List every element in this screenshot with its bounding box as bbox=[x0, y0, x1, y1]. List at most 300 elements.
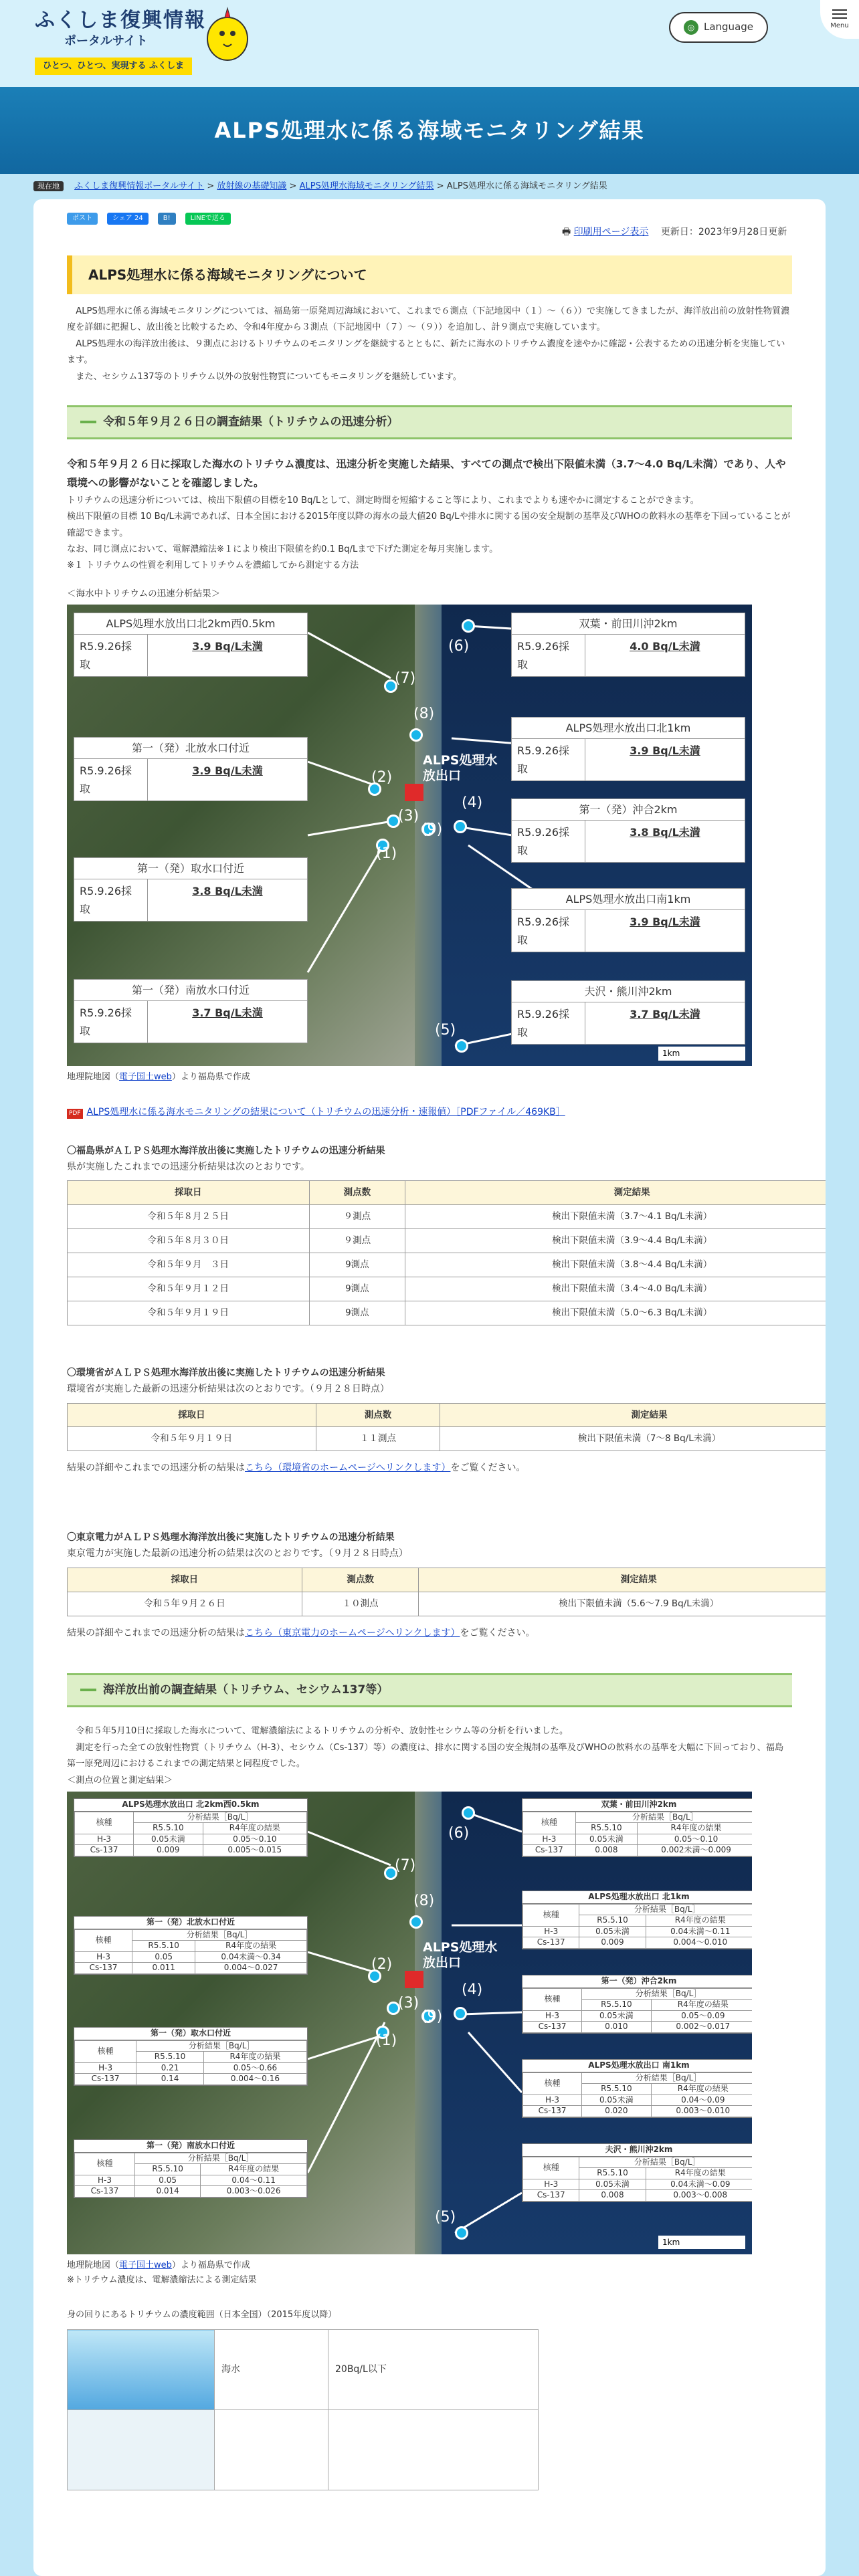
language-button[interactable] bbox=[669, 12, 768, 43]
cell: 令和５年８月３０日 bbox=[68, 1229, 310, 1253]
station-number: (7) bbox=[395, 1857, 416, 1874]
cell: 0.05 bbox=[132, 1951, 195, 1963]
col-header: R4年度の結果 bbox=[651, 2000, 752, 2011]
station-name: 第一（発）取水口付近 bbox=[74, 2028, 307, 2040]
page-title: ALPS処理水に係る海域モニタリング結果 bbox=[214, 117, 645, 143]
note-text: をご覧ください。 bbox=[450, 1463, 526, 1474]
col-header: R5.5.10 bbox=[575, 1823, 637, 1834]
tritium-value: 4.0 Bq/L未満 bbox=[630, 640, 700, 653]
rapid-analysis-heading: 令和５年９月２６日の調査結果（トリチウムの迅速分析） bbox=[67, 405, 792, 439]
station-name: ALPS処理水放出口 北1km bbox=[522, 1891, 752, 1904]
cell: 0.009 bbox=[579, 1937, 646, 1949]
map-source-link[interactable]: 電子国土web bbox=[119, 1071, 172, 1082]
note-text: 結果の詳細やこれまでの迅速分析の結果は bbox=[67, 1463, 245, 1474]
concentration-range-table bbox=[67, 2329, 539, 2490]
cell: 0.003～0.008 bbox=[646, 2190, 752, 2202]
sample-date: R5.9.26採取 bbox=[512, 1002, 585, 1044]
cell: ９測点 bbox=[309, 1229, 405, 1253]
col-header: 測定結果 bbox=[440, 1403, 826, 1427]
station-analysis-box bbox=[74, 1916, 308, 1975]
col-header: 測点数 bbox=[316, 1403, 440, 1427]
map-source bbox=[67, 1070, 792, 1085]
cell: 9測点 bbox=[309, 1253, 405, 1277]
table-row bbox=[68, 1205, 826, 1229]
station-analysis-box bbox=[522, 1975, 752, 2034]
station-number: (4) bbox=[462, 794, 483, 811]
cell: 0.014 bbox=[135, 2186, 201, 2197]
pre-release-map bbox=[67, 1792, 752, 2254]
table-row bbox=[68, 1277, 826, 1301]
col-header: 核種 bbox=[523, 2072, 582, 2095]
x-share-button[interactable]: ポスト bbox=[67, 213, 98, 225]
col-header: 核種 bbox=[75, 2040, 136, 2062]
tritium-value: 3.9 Bq/L未満 bbox=[192, 764, 263, 778]
cell: 0.002未満～0.009 bbox=[638, 1845, 752, 1856]
table-header-row bbox=[68, 1403, 826, 1427]
tritium-value: 3.7 Bq/L未満 bbox=[630, 1008, 700, 1021]
cell: 検出下限値未満（3.9～4.4 Bq/L未満） bbox=[405, 1229, 826, 1253]
col-header: R4年度の結果 bbox=[201, 2164, 307, 2175]
moe-results-table bbox=[67, 1403, 826, 1452]
station-name: 第一（発）南放水口付近 bbox=[74, 980, 307, 1001]
table-row bbox=[523, 2190, 753, 2202]
col-header: 分析結果［Bq/L］ bbox=[136, 2040, 307, 2052]
table-row bbox=[68, 2330, 539, 2410]
cell: 0.04未満～0.09 bbox=[646, 2179, 752, 2190]
col-header: 核種 bbox=[523, 1812, 576, 1834]
cell: H-3 bbox=[75, 2175, 135, 2186]
cell: 0.05未満 bbox=[582, 2010, 651, 2022]
cell: 0.05未満 bbox=[575, 1834, 637, 1845]
cell: Cs-137 bbox=[523, 2022, 582, 2033]
main-content bbox=[33, 199, 826, 2576]
cell: Cs-137 bbox=[75, 1845, 134, 1856]
cell: 0.003～0.026 bbox=[201, 2186, 307, 2197]
col-header: 核種 bbox=[75, 2153, 135, 2175]
station-result-box bbox=[74, 979, 308, 1044]
table-row bbox=[68, 1592, 826, 1616]
station-dot[interactable] bbox=[409, 728, 423, 742]
cell: H-3 bbox=[523, 2010, 582, 2022]
station-number: (6) bbox=[448, 1825, 470, 1842]
col-header: 核種 bbox=[523, 2157, 579, 2179]
col-header: 核種 bbox=[75, 1929, 132, 1951]
cell: H-3 bbox=[523, 1834, 576, 1845]
outlet-label: ALPS処理水 放出口 bbox=[423, 752, 498, 783]
table-row bbox=[523, 2179, 753, 2190]
table-row bbox=[75, 2186, 307, 2197]
cell: 0.010 bbox=[582, 2022, 651, 2033]
table-header-row bbox=[75, 2040, 307, 2052]
station-result-box bbox=[511, 798, 745, 863]
cell: 0.04未満～0.11 bbox=[646, 1926, 752, 1937]
station-number: (8) bbox=[413, 705, 435, 722]
sample-date: R5.9.26採取 bbox=[74, 879, 148, 921]
menu-button[interactable] bbox=[820, 0, 859, 39]
table-row bbox=[523, 1937, 753, 1949]
hamburger-bar bbox=[832, 17, 847, 19]
station-number: (8) bbox=[413, 1893, 435, 1910]
tritium-value: 3.9 Bq/L未満 bbox=[192, 640, 263, 653]
mascot-icon bbox=[201, 5, 254, 66]
station-name: 第一（発）北放水口付近 bbox=[74, 738, 307, 759]
table-header-row bbox=[523, 2072, 753, 2084]
breadcrumb-link-results[interactable]: ALPS処理水海域モニタリング結果 bbox=[299, 181, 434, 191]
outlet-label: ALPS処理水 放出口 bbox=[423, 1940, 498, 1970]
map-source-text: ）より福島県で作成 bbox=[171, 1071, 250, 1082]
cell: H-3 bbox=[523, 2179, 579, 2190]
note-paragraph: ※１ トリチウムの性質を利用してトリチウムを濃縮してから測定する方法 bbox=[67, 560, 359, 571]
station-analysis-box bbox=[522, 1891, 752, 1949]
col-header: 測点数 bbox=[309, 1181, 405, 1205]
note-paragraph: 検出下限値の目標 10 Bq/L未満であれば、日本全国における2015年度以降の海水の最大値20 Bq/Lや排水に関する国の安全規制の基準及びWHOの飲料水の基準を下回っていることが確認できます。 bbox=[67, 512, 791, 538]
table-row bbox=[68, 1229, 826, 1253]
table-row bbox=[68, 1253, 826, 1277]
col-header: 分析結果［Bq/L］ bbox=[579, 2157, 752, 2168]
analysis-table bbox=[522, 2157, 752, 2202]
table-row bbox=[75, 2062, 307, 2074]
analysis-table bbox=[74, 1929, 307, 1974]
station-number: (6) bbox=[448, 637, 470, 655]
site-logo[interactable] bbox=[35, 9, 206, 75]
pdf-download bbox=[67, 1105, 792, 1121]
moe-link[interactable]: こちら（環境省のホームページへリンクします） bbox=[245, 1463, 451, 1474]
station-dot[interactable] bbox=[454, 2007, 467, 2020]
table-header-row bbox=[523, 1812, 753, 1823]
analysis-table bbox=[522, 1812, 752, 1856]
table-header-row bbox=[75, 2153, 307, 2164]
sample-date: R5.9.26採取 bbox=[74, 1001, 148, 1043]
station-dot[interactable] bbox=[455, 2226, 468, 2240]
map-scale: 1km bbox=[658, 1047, 745, 1060]
cell: 9測点 bbox=[309, 1301, 405, 1325]
station-result-box bbox=[74, 613, 308, 677]
col-header: 採取日 bbox=[68, 1568, 302, 1592]
table-header-row bbox=[68, 1568, 826, 1592]
col-header: R4年度の結果 bbox=[195, 1941, 307, 1952]
tepco-results-table bbox=[67, 1568, 826, 1616]
tritium-value: 3.8 Bq/L未満 bbox=[192, 885, 263, 898]
cell: H-3 bbox=[75, 1834, 134, 1845]
station-result-box bbox=[74, 737, 308, 802]
tritium-map bbox=[67, 605, 752, 1066]
analysis-table bbox=[522, 2072, 752, 2117]
cloud-image bbox=[68, 2410, 215, 2490]
analysis-table bbox=[74, 2040, 307, 2085]
moe-results-sub: 環境省が実施した最新の迅速分析結果は次のとおりです。（９月２８日時点） bbox=[67, 1383, 389, 1394]
cell: 9測点 bbox=[309, 1277, 405, 1301]
cell: 0.05未満 bbox=[579, 2179, 646, 2190]
site-tagline: ひとつ、ひとつ、実現する ふくしま bbox=[35, 58, 192, 75]
line-share-button[interactable]: LINEで送る bbox=[185, 213, 231, 225]
cell: Cs-137 bbox=[523, 2190, 579, 2202]
map-source bbox=[67, 2258, 792, 2273]
col-header: 測定結果 bbox=[405, 1181, 826, 1205]
station-name: 夫沢・熊川沖2km bbox=[522, 2144, 752, 2157]
station-result-box bbox=[74, 857, 308, 922]
menu-label: Menu bbox=[830, 21, 849, 29]
cell: 0.04未満～0.34 bbox=[195, 1951, 307, 1963]
breadcrumb-link-home[interactable]: ふくしま復興情報ポータルサイト bbox=[74, 181, 205, 191]
station-name: ALPS処理水放出口北2km西0.5km bbox=[74, 613, 307, 635]
station-name: 夫沢・熊川沖2km bbox=[512, 981, 745, 1002]
cell: １０測点 bbox=[302, 1592, 419, 1616]
analysis-table bbox=[74, 1812, 307, 1856]
hamburger-bar bbox=[832, 13, 847, 15]
table-row bbox=[75, 2074, 307, 2085]
language-label: Language bbox=[703, 21, 754, 33]
cell: 0.14 bbox=[136, 2074, 204, 2085]
cell: 令和５年９月１９日 bbox=[68, 1427, 316, 1451]
outlet-marker bbox=[405, 1971, 423, 1988]
cell: 検出下限値未満（5.0～6.3 Bq/L未満） bbox=[405, 1301, 826, 1325]
facebook-share-button[interactable]: シェア 24 bbox=[107, 213, 149, 225]
col-header: 分析結果［Bq/L］ bbox=[579, 1904, 752, 1915]
station-name: 双葉・前田川沖2km bbox=[512, 613, 745, 635]
table-row bbox=[523, 2095, 753, 2106]
cell: 0.05～0.10 bbox=[638, 1834, 752, 1845]
tepco-link[interactable]: こちら（東京電力のホームページへリンクします） bbox=[245, 1627, 460, 1638]
intro-paragraph: ALPS処理水に係る海域モニタリングについては、福島第一原発周辺海域において、これまで６測点（下記地図中（１）～（６））で実施してきましたが、海洋放出前の放射性物質濃度を詳細に把握し、放出後と比較するため、令和4年度から３測点（下記地図中（７）～（９））を追加し、計９測点で実施しています。 bbox=[67, 306, 790, 333]
analysis-table bbox=[74, 2153, 307, 2197]
tepco-note bbox=[67, 1626, 792, 1642]
table-row bbox=[75, 1951, 307, 1963]
table-row bbox=[75, 1963, 307, 1974]
table-header-row bbox=[523, 1988, 753, 2000]
hatena-bookmark-button[interactable]: B! bbox=[158, 213, 176, 225]
table-row bbox=[523, 2010, 753, 2022]
tepco-results-heading: 〇東京電力がＡＬＰＳ処理水海洋放出後に実施したトリチウムの迅速分析結果 bbox=[67, 1532, 395, 1543]
sample-date: R5.9.26採取 bbox=[74, 635, 148, 676]
cell: H-3 bbox=[523, 1926, 579, 1937]
cell: 0.004～0.16 bbox=[203, 2074, 306, 2085]
col-header: R5.5.10 bbox=[134, 1823, 203, 1834]
sample-date: R5.9.26採取 bbox=[512, 821, 585, 862]
col-header: 採取日 bbox=[68, 1403, 316, 1427]
cell: 検出下限値未満（3.7～4.1 Bq/L未満） bbox=[405, 1205, 826, 1229]
note-paragraph: トリチウムの迅速分析については、検出下限値の目標を10 Bq/Lとして、測定時間を短縮すること等により、これまでよりも速やかに測定することができます。 bbox=[67, 495, 699, 506]
station-name: 第一（発）沖合2km bbox=[522, 1975, 752, 1988]
station-result-box bbox=[511, 717, 745, 782]
site-header bbox=[0, 0, 859, 87]
table-row bbox=[75, 1845, 307, 1856]
station-number: (5) bbox=[435, 1021, 456, 1039]
cell: Cs-137 bbox=[523, 2106, 582, 2117]
col-header: R5.5.10 bbox=[579, 1915, 646, 1927]
cell: 0.020 bbox=[582, 2106, 651, 2117]
cell: 0.05未満 bbox=[134, 1834, 203, 1845]
station-number: (3) bbox=[398, 807, 419, 825]
breadcrumb: 現在地 ふくしま復興情報ポータルサイト > 放射線の基礎知識 > ALPS処理水海域モニタリング結果 > ALPS処理水に係る海域モニタリング結果 bbox=[33, 179, 826, 194]
analysis-table bbox=[522, 1988, 752, 2033]
col-header: R4年度の結果 bbox=[646, 1915, 752, 1927]
cell: 0.005～0.015 bbox=[203, 1845, 306, 1856]
table-header-row bbox=[75, 1929, 307, 1941]
site-title: ふくしま復興情報 bbox=[35, 9, 206, 32]
table-row bbox=[523, 1845, 753, 1856]
cell: 0.05～0.10 bbox=[203, 1834, 306, 1845]
table-row bbox=[75, 2175, 307, 2186]
tritium-value: 3.7 Bq/L未満 bbox=[192, 1006, 263, 1020]
cell: 0.05～0.09 bbox=[651, 2010, 752, 2022]
station-analysis-box bbox=[522, 2143, 752, 2202]
table-row bbox=[523, 2106, 753, 2117]
station-dot[interactable] bbox=[455, 1039, 468, 1053]
cell: 検出下限値未満（5.6～7.9 Bq/L未満） bbox=[419, 1592, 826, 1616]
col-header: 分析結果［Bq/L］ bbox=[135, 2153, 307, 2164]
print-row bbox=[562, 225, 787, 241]
cell: ９測点 bbox=[309, 1205, 405, 1229]
cell: Cs-137 bbox=[523, 1937, 579, 1949]
table-header-row bbox=[68, 1181, 826, 1205]
station-name: 第一（発）沖合2km bbox=[512, 799, 745, 821]
station-number: (7) bbox=[395, 669, 416, 687]
col-header: R4年度の結果 bbox=[203, 1823, 306, 1834]
pref-results-heading: 〇福島県がＡＬＰＳ処理水海洋放出後に実施したトリチウムの迅速分析結果 bbox=[67, 1145, 385, 1156]
station-analysis-box bbox=[522, 2059, 752, 2118]
col-header: R4年度の結果 bbox=[203, 2052, 306, 2063]
pre-release-text bbox=[67, 1723, 792, 1789]
col-header: R5.5.10 bbox=[136, 2052, 204, 2063]
station-name: 第一（発）北放水口付近 bbox=[74, 1917, 307, 1929]
col-header: 分析結果［Bq/L］ bbox=[575, 1812, 752, 1823]
col-header: 分析結果［Bq/L］ bbox=[134, 1812, 307, 1823]
station-dot[interactable] bbox=[454, 820, 467, 833]
cell: 0.05～0.66 bbox=[203, 2062, 306, 2074]
cell: 令和５年９月２６日 bbox=[68, 1592, 302, 1616]
table-row bbox=[523, 1834, 753, 1845]
station-number: (1) bbox=[376, 845, 397, 862]
tritium-value: 3.8 Bq/L未満 bbox=[630, 826, 700, 839]
table-header-row bbox=[75, 1812, 307, 1823]
tepco-results-sub: 東京電力が実施した最新の迅速分析の結果は次のとおりです。（９月２８日時点） bbox=[67, 1548, 408, 1559]
map-caption: ＜測点の位置と測定結果＞ bbox=[67, 1775, 173, 1786]
map-source-link[interactable]: 電子国土web bbox=[119, 2260, 172, 2271]
cell: １１測点 bbox=[316, 1427, 440, 1451]
cell: Cs-137 bbox=[75, 2186, 135, 2197]
map-source-text: ）より福島県で作成 bbox=[171, 2260, 250, 2271]
station-number: (9) bbox=[421, 821, 443, 838]
col-header: R5.5.10 bbox=[579, 2168, 646, 2179]
station-dot[interactable] bbox=[462, 1806, 475, 1820]
station-name: 双葉・前田川沖2km bbox=[522, 1799, 752, 1812]
cell: 検出下限値未満（3.4～4.0 Bq/L未満） bbox=[405, 1277, 826, 1301]
sample-date: R5.9.26採取 bbox=[74, 759, 148, 800]
cell: 0.04～0.11 bbox=[201, 2175, 307, 2186]
breadcrumb-link-basics[interactable]: 放射線の基礎知識 bbox=[217, 181, 287, 191]
cell: 令和５年９月１９日 bbox=[68, 1301, 310, 1325]
intro-heading: ALPS処理水に係る海域モニタリングについて bbox=[67, 255, 792, 294]
col-header: R5.5.10 bbox=[132, 1941, 195, 1952]
col-header: 分析結果［Bq/L］ bbox=[582, 2072, 752, 2084]
cell: 0.004～0.010 bbox=[646, 1937, 752, 1949]
breadcrumb-here-badge: 現在地 bbox=[33, 181, 64, 191]
col-header: R4年度の結果 bbox=[646, 2168, 752, 2179]
cell: 20Bq/L以下 bbox=[328, 2330, 539, 2410]
sea-image bbox=[68, 2330, 215, 2410]
cell: 0.003～0.010 bbox=[651, 2106, 752, 2117]
moe-results-heading: 〇環境省がＡＬＰＳ処理水海洋放出後に実施したトリチウムの迅速分析結果 bbox=[67, 1367, 385, 1378]
site-subtitle: ポータルサイト bbox=[64, 34, 148, 48]
printer-icon: 🖶 bbox=[562, 227, 571, 237]
col-header: 分析結果［Bq/L］ bbox=[132, 1929, 307, 1941]
tritium-note: ※トリチウム濃度は、電解濃縮法による測定結果 bbox=[67, 2275, 257, 2286]
note-text: 結果の詳細やこれまでの迅速分析の結果は bbox=[67, 1627, 245, 1638]
cell bbox=[215, 2410, 328, 2490]
print-page-link[interactable]: 印刷用ページ表示 bbox=[573, 227, 649, 237]
cell: 0.004～0.027 bbox=[195, 1963, 307, 1974]
col-header: 測点数 bbox=[302, 1568, 419, 1592]
station-analysis-box bbox=[522, 1798, 752, 1857]
note-paragraph: 測定を行った全ての放射性物質（トリチウム（H-3）、セシウム（Cs-137）等）の濃度は、排水に関する国の安全規制の基準及びWHOの飲料水の基準を大幅に下回っており、福島第一原発周辺におけるこれまでの測定結果と同程度でした。 bbox=[67, 1742, 784, 1769]
station-dot[interactable] bbox=[462, 619, 475, 633]
station-dot[interactable] bbox=[409, 1915, 423, 1929]
breadcrumb-current: ALPS処理水に係る海域モニタリング結果 bbox=[446, 181, 607, 191]
station-result-box bbox=[511, 613, 745, 677]
cell: 検出下限値未満（3.8～4.4 Bq/L未満） bbox=[405, 1253, 826, 1277]
pref-results-table bbox=[67, 1180, 826, 1325]
tritium-value: 3.9 Bq/L未満 bbox=[630, 744, 700, 758]
cell: 0.011 bbox=[132, 1963, 195, 1974]
station-name: ALPS処理水放出口南1km bbox=[512, 889, 745, 910]
hamburger-icon bbox=[832, 9, 847, 11]
table-row bbox=[68, 1301, 826, 1325]
station-number: (9) bbox=[421, 2008, 443, 2026]
cell: 0.04～0.09 bbox=[651, 2095, 752, 2106]
cell: 0.008 bbox=[575, 1845, 637, 1856]
pdf-icon: PDF bbox=[67, 1109, 83, 1119]
col-header: R4年度の結果 bbox=[638, 1823, 752, 1834]
globe-icon: ◎ bbox=[684, 20, 698, 35]
cell: 検出下限値未満（7～8 Bq/L未満） bbox=[440, 1427, 826, 1451]
col-header: 核種 bbox=[523, 1904, 579, 1926]
cell: H-3 bbox=[523, 2095, 582, 2106]
map-source-text: 地理院地図（ bbox=[67, 1071, 120, 1082]
station-number: (3) bbox=[398, 1995, 419, 2012]
cell: Cs-137 bbox=[523, 1845, 576, 1856]
col-header: 測定結果 bbox=[419, 1568, 826, 1592]
col-header: 分析結果［Bq/L］ bbox=[582, 1988, 752, 2000]
table-header-row bbox=[523, 2157, 753, 2168]
pdf-link[interactable]: ALPS処理水に係る海水モニタリングの結果について（トリチウムの迅速分析・速報値）［PDFファイル／469KB］ bbox=[86, 1106, 565, 1117]
cell: Cs-137 bbox=[75, 1963, 132, 1974]
intro-paragraph: また、セシウム137等のトリチウム以外の放射性物質についてもモニタリングを継続しています。 bbox=[76, 371, 462, 382]
cell: 0.008 bbox=[579, 2190, 646, 2202]
note-paragraph: 令和５年5月10日に採取した海水について、電解濃縮法によるトリチウムの分析や、放射性セシウム等の分析を行いました。 bbox=[76, 1726, 569, 1737]
sample-date: R5.9.26採取 bbox=[512, 739, 585, 780]
cell: 0.05未満 bbox=[582, 2095, 651, 2106]
note-paragraph: なお、同じ測点において、電解濃縮法※１により検出下限値を約0.1 Bq/Lまで下げた測定を毎月実施します。 bbox=[67, 544, 498, 555]
col-header: 核種 bbox=[75, 1812, 134, 1834]
table-row bbox=[68, 2410, 539, 2490]
station-result-box bbox=[511, 888, 745, 953]
station-name: ALPS処理水放出口 南1km bbox=[522, 2060, 752, 2072]
station-number: (1) bbox=[376, 2032, 397, 2050]
station-name: 第一（発）南放水口付近 bbox=[74, 2140, 307, 2153]
cell bbox=[328, 2410, 539, 2490]
cell: 0.21 bbox=[136, 2062, 204, 2074]
outlet-marker bbox=[405, 784, 423, 801]
map-scale: 1km bbox=[658, 2236, 745, 2249]
station-name: ALPS処理水放出口北1km bbox=[512, 718, 745, 739]
station-analysis-box bbox=[74, 2139, 308, 2198]
station-number: (2) bbox=[371, 1956, 393, 1973]
sample-date: R5.9.26採取 bbox=[512, 635, 585, 676]
station-result-box bbox=[511, 980, 745, 1045]
col-header: 採取日 bbox=[68, 1181, 310, 1205]
station-number: (4) bbox=[462, 1981, 483, 1999]
rapid-analysis-notes bbox=[67, 493, 792, 574]
